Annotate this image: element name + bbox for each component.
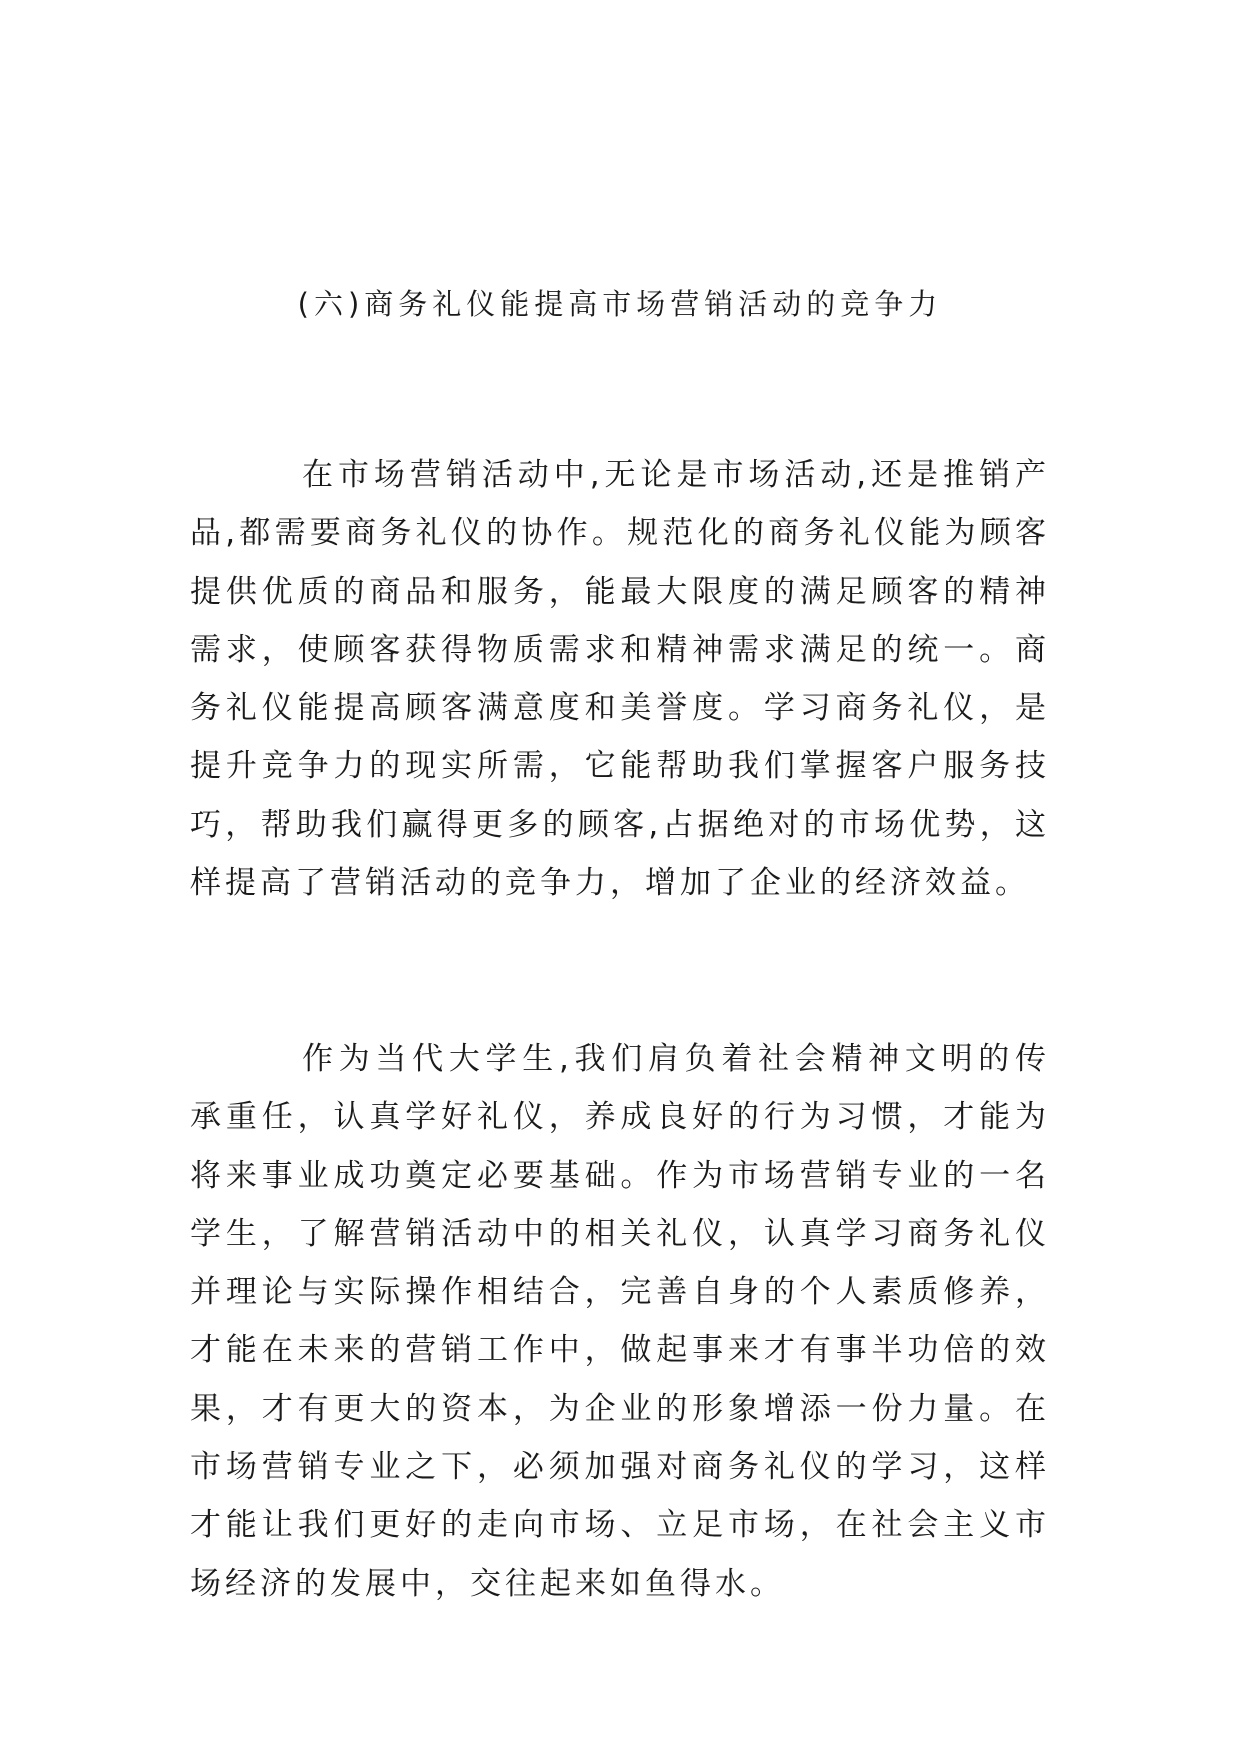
section-heading: (六)商务礼仪能提高市场营销活动的竞争力 bbox=[297, 287, 943, 321]
paragraph-competitiveness: 在市场营销活动中,无论是市场活动,还是推销产品,都需要商务礼仪的协作。规范化的商务礼仪能为顾客提供优质的商品和服务，能最大限度的满足顾客的精神需求，使顾客获得物质需求和精神需求满足的统一。商务礼仪能提高顾客满意度和美誉度。学习商务礼仪，是提升竞争力的现实所需，它能帮助我们掌握客户服务技巧，帮助我们赢得更多的顾客,占据绝对的市场优势，这样提高了营销活动的竞争力，增加了企业的经济效益。 bbox=[190, 457, 1050, 902]
paragraph-student-conclusion: 作为当代大学生,我们肩负着社会精神文明的传承重任，认真学好礼仪，养成良好的行为习惯，才能为将来事业成功奠定必要基础。作为市场营销专业的一名学生，了解营销活动中的相关礼仪，认真学习商务礼仪并理论与实际操作相结合，完善自身的个人素质修养，才能在未来的营销工作中，做起事来才有事半功倍的效果，才有更大的资本，为企业的形象增添一份力量。在市场营销专业之下，必须加强对商务礼仪的学习，这样才能让我们更好的走向市场、立足市场，在社会主义市场经济的发展中，交往起来如鱼得水。 bbox=[190, 1041, 1050, 1602]
